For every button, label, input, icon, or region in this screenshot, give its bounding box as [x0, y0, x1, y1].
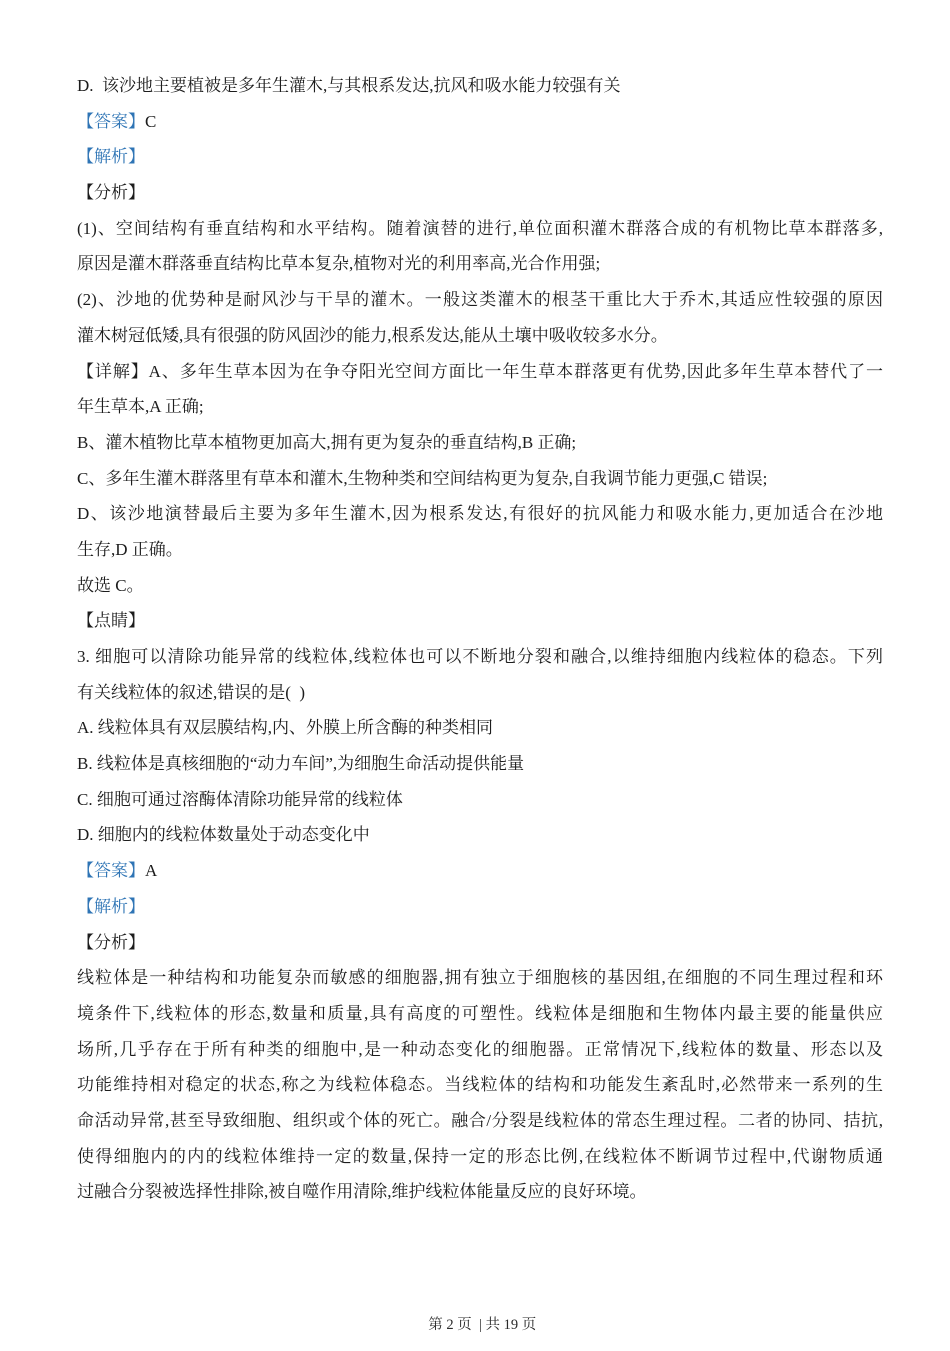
text-segment: 【分析】	[77, 183, 145, 203]
text-line	[77, 532, 883, 568]
document-body	[77, 68, 883, 1210]
text-line	[77, 389, 883, 425]
text-segment: 境条件下,线粒体的形态,数量和质量,具有高度的可塑性。线粒体是细胞和生物体内最主要的能量供应	[77, 1003, 883, 1023]
text-segment: 有关线粒体的叙述,错误的是( )	[77, 682, 306, 702]
text-segment: 过融合分裂被选择性排除,被自噬作用清除,维护线粒体能量反应的良好环境。	[77, 1182, 647, 1202]
section-label: 【解析】	[77, 896, 145, 916]
text-line	[77, 282, 883, 318]
text-line	[77, 746, 883, 782]
text-segment: (2)、沙地的优势种是耐风沙与干旱的灌木。一般这类灌木的根茎干重比大于乔木,其适应性较强的原因	[77, 290, 883, 310]
text-segment: 场所,几乎存在于所有种类的细胞中,是一种动态变化的细胞器。正常情况下,线粒体的数量、形态以及	[77, 1039, 883, 1059]
text-line	[77, 461, 883, 497]
text-segment: D. 该沙地主要植被是多年生灌木,与其根系发达,抗风和吸水能力较强有关	[77, 76, 621, 95]
text-line	[77, 354, 883, 390]
text-segment: A. 线粒体具有双层膜结构,内、外膜上所含酶的种类相同	[77, 718, 494, 738]
section-label: 【解析】	[77, 147, 145, 167]
text-line	[77, 318, 883, 354]
text-line	[77, 104, 883, 140]
text-segment: C、多年生灌木群落里有草本和灌木,生物种类和空间结构更为复杂,自我调节能力更强,C 错误;	[77, 468, 768, 488]
text-line	[77, 889, 883, 925]
text-segment: B、灌木植物比草本植物更加高大,拥有更为复杂的垂直结构,B 正确;	[77, 432, 577, 452]
page-number: 第 2 页 | 共 19 页	[428, 1317, 537, 1333]
text-line	[77, 1032, 883, 1068]
text-line	[77, 568, 883, 604]
text-segment: 灌木树冠低矮,具有很强的防风固沙的能力,根系发达,能从土壤中吸收较多水分。	[77, 325, 668, 345]
text-segment: A	[145, 861, 158, 881]
text-segment: D、该沙地演替最后主要为多年生灌木,因为根系发达,有很好的抗风能力和吸水能力,更加适合在沙地	[77, 504, 883, 524]
text-line	[77, 68, 883, 104]
text-line	[77, 496, 883, 532]
text-line	[77, 246, 883, 282]
text-line	[77, 211, 883, 247]
text-line	[77, 1139, 883, 1175]
text-segment: D. 细胞内的线粒体数量处于动态变化中	[77, 825, 370, 845]
text-line	[77, 639, 883, 675]
text-line	[77, 425, 883, 461]
text-line	[77, 1103, 883, 1139]
text-segment: 年生草本,A 正确;	[77, 397, 204, 417]
text-line	[77, 960, 883, 996]
text-line	[77, 710, 883, 746]
text-line	[77, 139, 883, 175]
text-segment: 【分析】	[77, 932, 145, 952]
text-segment: C. 细胞可通过溶酶体清除功能异常的线粒体	[77, 789, 403, 809]
text-segment: 线粒体是一种结构和功能复杂而敏感的细胞器,拥有独立于细胞核的基因组,在细胞的不同生理过程和环	[77, 968, 883, 988]
text-segment: 命活动异常,甚至导致细胞、组织或个体的死亡。融合/分裂是线粒体的常态生理过程。二者的协同、拮抗,	[77, 1110, 883, 1130]
text-line	[77, 603, 883, 639]
text-line	[77, 1174, 883, 1210]
text-line	[77, 925, 883, 961]
text-line	[77, 996, 883, 1032]
text-segment: C	[145, 111, 157, 131]
text-line	[77, 853, 883, 889]
text-line	[77, 817, 883, 853]
text-segment: 原因是灌木群落垂直结构比草本复杂,植物对光的利用率高,光合作用强;	[77, 254, 601, 274]
section-label: 【答案】	[77, 111, 145, 131]
text-segment: B. 线粒体是真核细胞的“动力车间”,为细胞生命活动提供能量	[77, 754, 525, 774]
text-line	[77, 1067, 883, 1103]
text-segment: 【详解】A、多年生草本因为在争夺阳光空间方面比一年生草本群落更有优势,因此多年生草本替代了一	[77, 361, 883, 381]
text-segment: (1)、空间结构有垂直结构和水平结构。随着演替的进行,单位面积灌木群落合成的有机物比草本群落多,	[77, 218, 883, 238]
page-footer	[0, 1296, 950, 1351]
text-line	[77, 675, 883, 711]
text-line	[77, 175, 883, 211]
text-segment: 【点睛】	[77, 611, 145, 631]
text-line	[77, 782, 883, 818]
text-segment: 故选 C。	[77, 575, 144, 595]
text-segment: 使得细胞内的内的线粒体维持一定的数量,保持一定的形态比例,在线粒体不断调节过程中,代谢物质通	[77, 1146, 883, 1166]
text-segment: 生存,D 正确。	[77, 539, 183, 559]
text-segment: 功能维持相对稳定的状态,称之为线粒体稳态。当线粒体的结构和功能发生紊乱时,必然带来一系列的生	[77, 1075, 883, 1095]
section-label: 【答案】	[77, 861, 145, 881]
text-segment: 3. 细胞可以清除功能异常的线粒体,线粒体也可以不断地分裂和融合,以维持细胞内线粒体的稳态。下列	[77, 647, 883, 666]
